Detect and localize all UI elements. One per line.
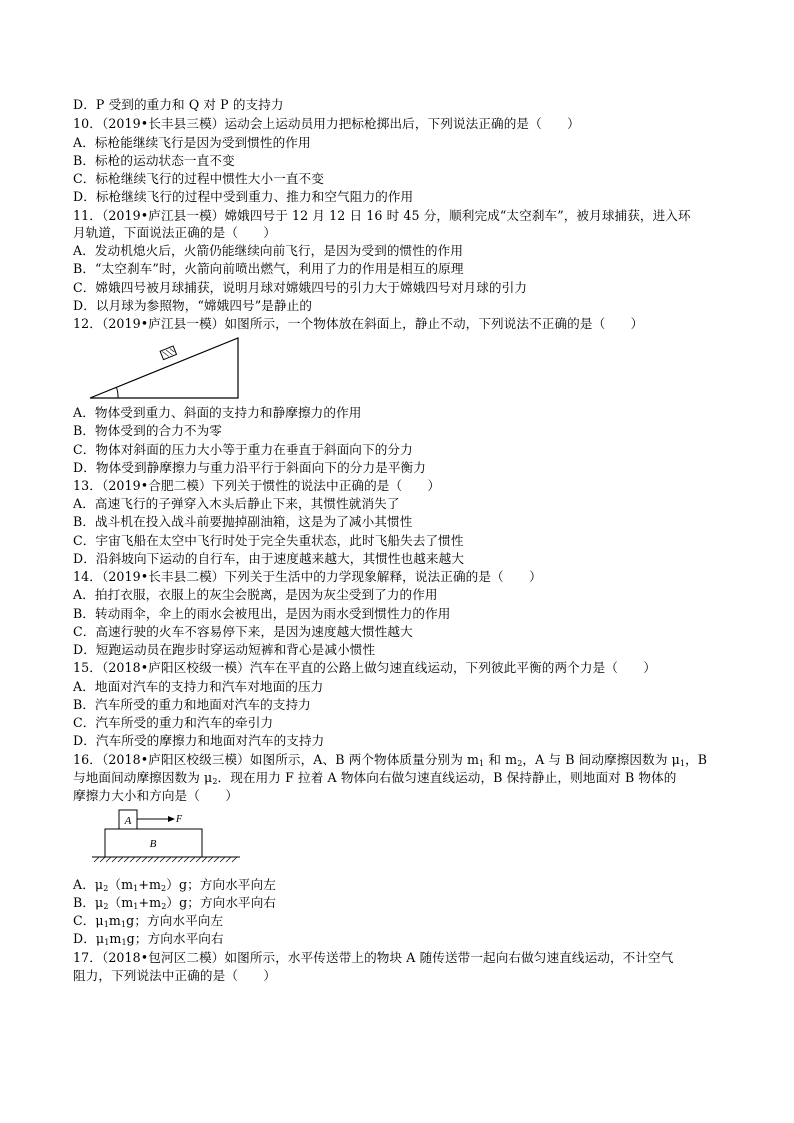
q11-option-c: C．嫦娥四号被月球捕获，说明月球对嫦娥四号的引力大于嫦娥四号对月球的引力 <box>73 280 528 295</box>
q14-option-d: D．短跑运动员在跑步时穿运动短裤和背心是减小惯性 <box>73 642 376 657</box>
q16-sub-m2: 2 <box>517 759 523 768</box>
q16-b-m2: +m <box>138 895 162 910</box>
q16-b-sub3: 2 <box>161 902 167 911</box>
q15-option-c: C．汽车所受的重力和汽车的牵引力 <box>73 715 274 730</box>
q16-a-m2: +m <box>138 877 162 892</box>
block-a-label: A <box>124 815 132 827</box>
q16-a-sub1: 2 <box>103 884 109 893</box>
incline-triangle <box>90 338 238 398</box>
q16-sub-mu2: 2 <box>212 777 218 786</box>
q16-c-sub1: 1 <box>103 920 109 929</box>
q10-option-a: A．标枪能继续飞行是因为受到惯性的作用 <box>73 135 311 150</box>
force-arrowhead <box>168 816 175 822</box>
q13-stem: 13．（2019•合肥二模）下列关于惯性的说法中正确的是（ ） <box>73 478 441 493</box>
q17-stem-line2: 阻力，下列说法中正确的是（ ） <box>73 968 277 983</box>
block-on-incline <box>160 346 176 360</box>
q12-option-a: A．物体受到重力、斜面的支持力和静摩擦力的作用 <box>73 405 362 420</box>
q16-b-end: ）g；方向水平向右 <box>166 895 277 910</box>
q16-stem1-mid: 和 m <box>484 752 518 767</box>
q16-c-end: g；方向水平向左 <box>126 913 224 928</box>
q16-a-prefix: A．μ <box>73 877 104 892</box>
q16-a-sub3: 2 <box>161 884 167 893</box>
ground-hatching <box>94 857 237 862</box>
q16-a-sub2: 1 <box>133 884 139 893</box>
q16-stem-line2 <box>73 769 677 787</box>
q16-b-sub1: 2 <box>103 902 109 911</box>
blocks-figure <box>90 807 242 869</box>
q14-stem: 14．（2019•长丰县二模）下列关于生活中的力学现象解释，说法正确的是（ ） <box>73 569 542 584</box>
q16-b-prefix: B．μ <box>73 895 104 910</box>
q16-b-m1: （m <box>108 895 134 910</box>
q10-option-d: D．标枪继续飞行的过程中受到重力、推力和空气阻力的作用 <box>73 189 414 204</box>
q16-d-m1: m <box>109 931 122 946</box>
q15-option-a: A．地面对汽车的支持力和汽车对地面的压力 <box>73 679 324 694</box>
q16-d-sub1: 1 <box>104 938 110 947</box>
q14-option-c: C．高速行驶的火车不容易停下来，是因为速度越大惯性越大 <box>73 624 413 639</box>
q11-stem-line1: 11．（2019•庐江县一模）嫦娥四号于 12 月 12 日 16 时 45 分，顺利完成“太空刹车”，被月球捕获，进入环 <box>73 208 691 223</box>
q16-c-prefix: C．μ <box>73 913 104 928</box>
q16-option-b <box>73 894 276 912</box>
block-b-label: B <box>149 838 157 850</box>
q12-option-b: B．物体受到的合力不为零 <box>73 423 222 438</box>
q16-stem1-end: ，B <box>685 752 708 767</box>
q13-option-a: A．高速飞行的子弹穿入木头后静止下来，其惯性就消失了 <box>73 496 400 511</box>
q16-option-c <box>73 912 223 930</box>
q11-stem-line2: 月轨道，下面说法正确的是（ ） <box>73 225 277 240</box>
q16-stem2-b: ．现在用力 F 拉着 A 物体向右做匀速直线运动，B 保持静止，则地面对 B 物体的 <box>217 770 677 785</box>
incline-angle-arc <box>117 388 119 399</box>
q17-stem-line1: 17．（2018•包河区二模）如图所示，水平传送带上的物块 A 随传送带一起向右做匀速直线运动，不计空气 <box>73 950 674 965</box>
q16-option-d <box>73 930 224 948</box>
q14-option-a: A．拍打衣服，衣服上的灰尘会脱离，是因为灰尘受到了力的作用 <box>73 587 438 602</box>
q16-a-m1: （m <box>108 877 134 892</box>
q12-option-c: C．物体对斜面的压力大小等于重力在垂直于斜面向下的分力 <box>73 442 413 457</box>
q16-sub-mu1: 1 <box>679 759 686 768</box>
q15-stem: 15．（2018•庐阳区校级一模）汽车在平直的公路上做匀速直线运动，下列彼此平衡的两个力是（ ） <box>73 660 657 675</box>
q13-option-b: B．战斗机在投入战斗前要抛掉副油箱，这是为了减小其惯性 <box>73 514 413 529</box>
q16-c-m1: m <box>108 913 121 928</box>
q16-b-sub2: 1 <box>133 902 139 911</box>
q16-d-sub2: 1 <box>121 938 127 947</box>
q16-d-prefix: D．μ <box>73 931 105 946</box>
q10-option-c: C．标枪继续飞行的过程中惯性大小一直不变 <box>73 171 324 186</box>
q14-option-b: B．转动雨伞，伞上的雨水会被甩出，是因为雨水受到惯性力的作用 <box>73 606 451 621</box>
q16-stem2-a: 与地面间动摩擦因数为 μ <box>73 770 213 785</box>
q13-option-d: D．沿斜坡向下运动的自行车，由于速度越来越大，其惯性也越来越大 <box>73 551 465 566</box>
q11-option-b: B．“太空刹车”时，火箭向前喷出燃气，利用了力的作用是相互的原理 <box>73 261 464 276</box>
q16-stem-line3: 摩擦力大小和方向是（ ） <box>73 788 239 803</box>
q16-d-end: g；方向水平向右 <box>126 931 224 946</box>
q11-option-d: D．以月球为参照物，“嫦娥四号”是静止的 <box>73 298 313 313</box>
q9-option-d: D．P 受到的重力和 Q 对 P 的支持力 <box>73 97 284 112</box>
q15-option-b: B．汽车所受的重力和地面对汽车的支持力 <box>73 697 311 712</box>
q11-option-a: A．发动机熄火后，火箭仍能继续向前飞行，是因为受到的惯性的作用 <box>73 243 464 258</box>
force-label: F <box>176 814 183 825</box>
q16-stem1-text: 16．（2018•庐阳区校级三模）如图所示，A、B 两个物体质量分别为 m <box>73 752 480 767</box>
q10-stem: 10．（2019•长丰县三模）运动会上运动员用力把标枪掷出后，下列说法正确的是（ ） <box>73 116 580 131</box>
incline-figure <box>88 336 242 400</box>
q10-option-b: B．标枪的运动状态一直不变 <box>73 153 235 168</box>
q16-sub-m1: 1 <box>479 759 485 768</box>
q13-option-c: C．宇宙飞船在太空中飞行时处于完全失重状态，此时飞船失去了惯性 <box>73 533 464 548</box>
q16-stem1-mid2: ，A 与 B 间动摩擦因数为 μ <box>522 752 680 767</box>
q12-stem: 12．（2019•庐江县一模）如图所示，一个物体放在斜面上，静止不动，下列说法不正确的是（ ） <box>73 316 644 331</box>
q16-c-sub2: 1 <box>120 920 127 929</box>
q16-option-a <box>73 876 276 894</box>
q15-option-d: D．汽车所受的摩擦力和地面对汽车的支持力 <box>73 733 325 748</box>
q12-option-d: D．物体受到静摩擦力与重力沿平行于斜面向下的分力是平衡力 <box>73 460 426 475</box>
q16-stem-line1 <box>73 751 707 769</box>
q16-a-end: ）g；方向水平向左 <box>166 877 276 892</box>
